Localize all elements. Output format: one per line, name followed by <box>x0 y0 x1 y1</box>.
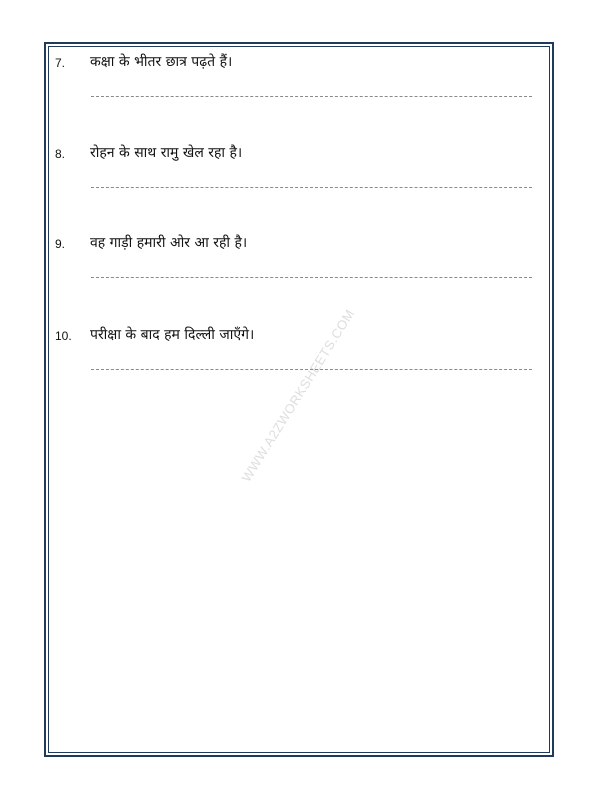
answer-line[interactable] <box>91 96 532 97</box>
question-number: 8. <box>55 147 66 161</box>
question-sentence: कक्षा के भीतर छात्र पढ़ते हैं। <box>90 54 233 70</box>
answer-line[interactable] <box>91 277 532 278</box>
question-item <box>0 146 600 206</box>
question-item <box>0 236 600 296</box>
question-number: 10. <box>55 329 72 343</box>
question-item <box>0 55 600 115</box>
question-sentence: रोहन के साथ रामु खेल रहा है। <box>90 145 243 161</box>
watermark: WWW.A2ZWORKSHEETS.COM <box>238 306 358 485</box>
question-number: 9. <box>55 237 66 251</box>
question-item <box>0 328 600 388</box>
answer-line[interactable] <box>91 369 532 370</box>
question-sentence: परीक्षा के बाद हम दिल्ली जाएँगे। <box>90 327 255 343</box>
answer-line[interactable] <box>91 187 532 188</box>
question-sentence: वह गाड़ी हमारी ओर आ रही है। <box>90 235 248 251</box>
question-number: 7. <box>55 56 66 70</box>
